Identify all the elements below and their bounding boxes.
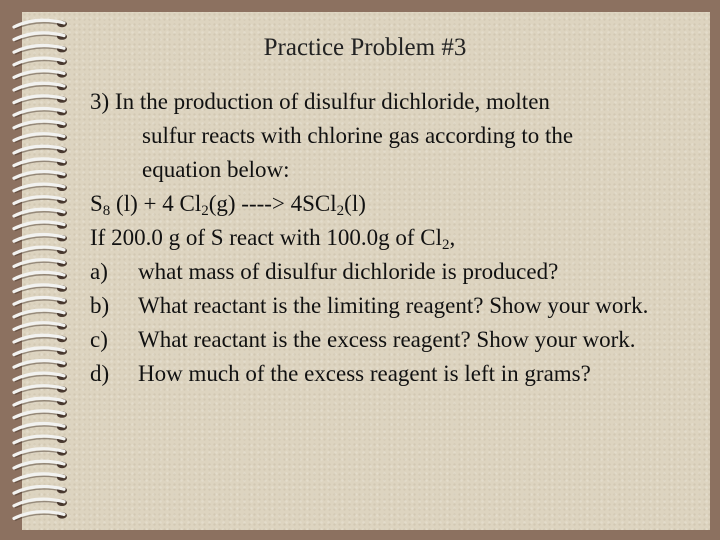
spiral-ring <box>14 197 67 206</box>
question-label: c) <box>90 327 108 352</box>
question-label: b) <box>90 293 110 318</box>
equation-s: S <box>90 191 103 216</box>
question-b <box>90 289 710 323</box>
spiral-ring <box>14 398 67 407</box>
spiral-ring <box>14 474 67 483</box>
question-text: What reactant is the limiting reagent? Show your work. <box>138 293 649 318</box>
question-text: what mass of disulfur dichloride is produced? <box>138 259 559 284</box>
question-text: How much of the excess reagent is left in grams? <box>138 361 591 386</box>
question-label: a) <box>90 259 108 284</box>
spiral-ring <box>14 83 67 92</box>
spiral-ring <box>14 348 67 357</box>
spiral-ring <box>14 310 67 319</box>
spiral-ring <box>14 184 67 193</box>
spiral-ring <box>14 285 67 294</box>
question-label: d) <box>90 361 110 386</box>
question-a <box>90 255 710 289</box>
spiral-ring <box>14 234 67 243</box>
spiral-ring <box>14 171 67 180</box>
spiral-ring <box>14 159 67 168</box>
spiral-ring <box>14 436 67 445</box>
spiral-ring <box>14 512 67 521</box>
given-quantities <box>90 221 710 255</box>
spiral-ring <box>14 486 67 495</box>
intro-line-2: sulfur reacts with chlorine gas according to the <box>142 123 574 148</box>
spiral-ring <box>14 449 67 458</box>
equation-cl-subscript: 2 <box>201 203 209 219</box>
spiral-ring <box>14 499 67 508</box>
spiral-ring <box>14 222 67 231</box>
spiral-binding <box>0 0 90 540</box>
page-title: Practice Problem #3 <box>263 34 467 61</box>
question-text: What reactant is the excess reagent? Show your work. <box>138 327 636 352</box>
spiral-ring <box>14 373 67 382</box>
given-text: If 200.0 g of S react with 100.0g of Cl <box>90 225 442 250</box>
equation-part-3: (l) <box>344 191 366 216</box>
spiral-ring <box>14 108 67 117</box>
intro-line-3: equation below: <box>142 157 290 182</box>
given-subscript: 2 <box>441 237 450 253</box>
intro-line-1: 3) In the production of disulfur dichloride, molten <box>90 89 550 114</box>
spiral-ring <box>14 20 67 29</box>
chemical-equation <box>90 187 710 221</box>
equation-scl-subscript: 2 <box>336 203 345 219</box>
spiral-ring <box>14 121 67 130</box>
spiral-ring <box>14 360 67 369</box>
spiral-ring <box>14 96 67 105</box>
given-end: , <box>449 225 456 250</box>
spiral-ring <box>14 323 67 332</box>
spiral-ring <box>14 272 67 281</box>
spiral-ring <box>14 297 67 306</box>
question-d <box>90 357 710 391</box>
spiral-ring <box>14 71 67 80</box>
spiral-ring <box>14 423 67 432</box>
spiral-ring <box>14 335 67 344</box>
spiral-ring <box>14 209 67 218</box>
spiral-ring <box>14 146 67 155</box>
spiral-ring <box>14 134 67 143</box>
equation-s-subscript: 8 <box>102 203 111 219</box>
spiral-ring <box>14 247 67 256</box>
spiral-ring <box>14 411 67 420</box>
equation-part-1: (l) + 4 Cl <box>110 191 202 216</box>
problem-body <box>90 85 710 391</box>
spiral-ring <box>14 386 67 395</box>
equation-part-2: (g) ----> 4SCl <box>208 191 337 216</box>
question-c <box>90 323 710 357</box>
spiral-ring <box>14 260 67 269</box>
spiral-ring <box>14 461 67 470</box>
